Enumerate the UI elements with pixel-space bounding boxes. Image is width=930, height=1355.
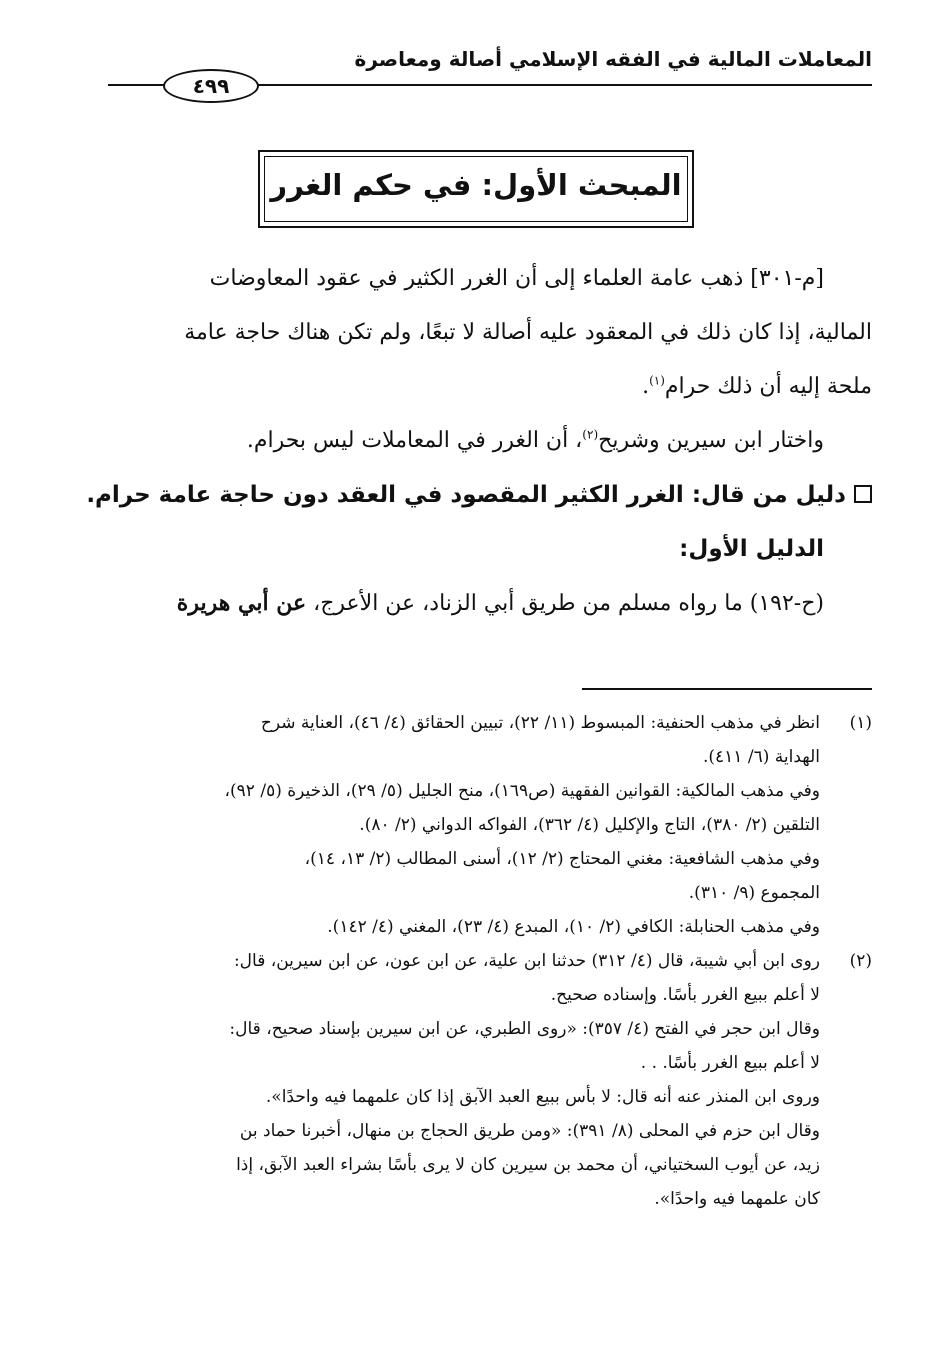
running-header-title: المعاملات المالية في الفقه الإسلامي أصالة ومعاصرة — [354, 47, 872, 71]
page-number-badge: ٤٩٩ — [163, 69, 259, 103]
footnote-line: وفي مذهب الشافعية: مغني المحتاج (٢/ ١٢)، أسنى المطالب (٢/ ١٣، ١٤)، — [304, 849, 820, 869]
footnote-line: كان علمهما فيه واحدًا». — [654, 1189, 820, 1209]
paragraph-line: المالية، إذا كان ذلك في المعقود عليه أصالة لا تبعًا، ولم تكن هناك حاجة عامة — [184, 320, 872, 345]
footnote-line: وفي مذهب الحنابلة: الكافي (٢/ ١٠)، المبدع (٤/ ٢٣)، المغني (٤/ ١٤٢). — [327, 917, 820, 937]
footnote-number: (٢) — [849, 951, 872, 971]
footnote-line: انظر في مذهب الحنفية: المبسوط (١١/ ٢٢)، تبيين الحقائق (٤/ ٤٦)، العناية شرح — [260, 713, 820, 733]
footnote-line: لا أعلم ببيع الغرر بأسًا. . . — [640, 1053, 820, 1073]
hadith-narrator: عن أبي هريرة — [176, 590, 307, 616]
paragraph-text: ملحة إليه أن ذلك حرام — [664, 374, 872, 399]
footnote-line: وفي مذهب المالكية: القوانين الفقهية (ص١٦٩)، منح الجليل (٥/ ٢٩)، الذخيرة (٥/ ٩٢)، — [224, 781, 820, 801]
footnotes — [108, 706, 872, 1216]
first-proof-heading: الدليل الأول: — [679, 536, 824, 562]
section-title-frame — [258, 150, 694, 228]
main-body-text — [86, 252, 872, 631]
footnote-number: (١) — [849, 713, 872, 733]
hadith-line — [108, 576, 872, 631]
paragraph-text: . — [642, 374, 650, 399]
footnote-line: المجموع (٩/ ٣١٠). — [688, 883, 820, 903]
footnote-line: الهداية (٦/ ٤١١). — [702, 747, 820, 767]
paragraph-line: [م-٣٠١] ذهب عامة العلماء إلى أن الغرر الكثير في عقود المعاوضات — [209, 266, 824, 291]
paragraph-text: واختار ابن سيرين وشريح — [598, 428, 824, 453]
section-title: المبحث الأول: في حكم الغرر — [270, 168, 682, 202]
footnote-reference[interactable]: (٢) — [582, 427, 599, 442]
footnote-line: التلقين (٢/ ٣٨٠)، التاج والإكليل (٤/ ٣٦٢)، الفواكه الدواني (٢/ ٨٠). — [359, 815, 820, 835]
footnote-line: وقال ابن حجر في الفتح (٤/ ٣٥٧): «روى الطبري، عن ابن سيرين بإسناد صحيح، قال: — [229, 1019, 820, 1039]
footnote-line: وقال ابن حزم في المحلى (٨/ ٣٩١): «ومن طريق الحجاج بن منهال، أخبرنا حماد بن — [239, 1121, 820, 1141]
square-bullet-icon — [854, 485, 872, 503]
footnote-reference[interactable]: (١) — [649, 373, 665, 388]
footnote-line: لا أعلم ببيع الغرر بأسًا. وإسناده صحيح. — [550, 985, 820, 1005]
footnote-1 — [108, 706, 872, 944]
footnote-line: وروى ابن المنذر عنه أنه قال: لا بأس ببيع العبد الآبق إذا كان علمهما فيه واحدًا». — [265, 1087, 820, 1107]
evidence-heading — [86, 468, 872, 522]
hadith-text: (ح-١٩٢) ما رواه مسلم من طريق أبي الزناد، عن الأعرج، — [306, 591, 824, 616]
footnote-2 — [108, 944, 872, 1216]
paragraph-line — [108, 360, 872, 414]
footnote-line: زيد، عن أيوب السختياني، أن محمد بن سيرين كان لا يرى بأسًا بشراء العبد الآبق، إذا — [236, 1155, 820, 1175]
evidence-heading-text: دليل من قال: الغرر الكثير المقصود في العقد دون حاجة عامة حرام. — [86, 482, 846, 508]
footnote-line: روى ابن أبي شيبة، قال (٤/ ٣١٢) حدثنا ابن علية، عن ابن عون، عن ابن سيرين، قال: — [233, 951, 820, 971]
footnote-separator — [582, 688, 872, 690]
paragraph-text: ، أن الغرر في المعاملات ليس بحرام. — [246, 428, 583, 453]
paragraph-line — [108, 414, 872, 468]
